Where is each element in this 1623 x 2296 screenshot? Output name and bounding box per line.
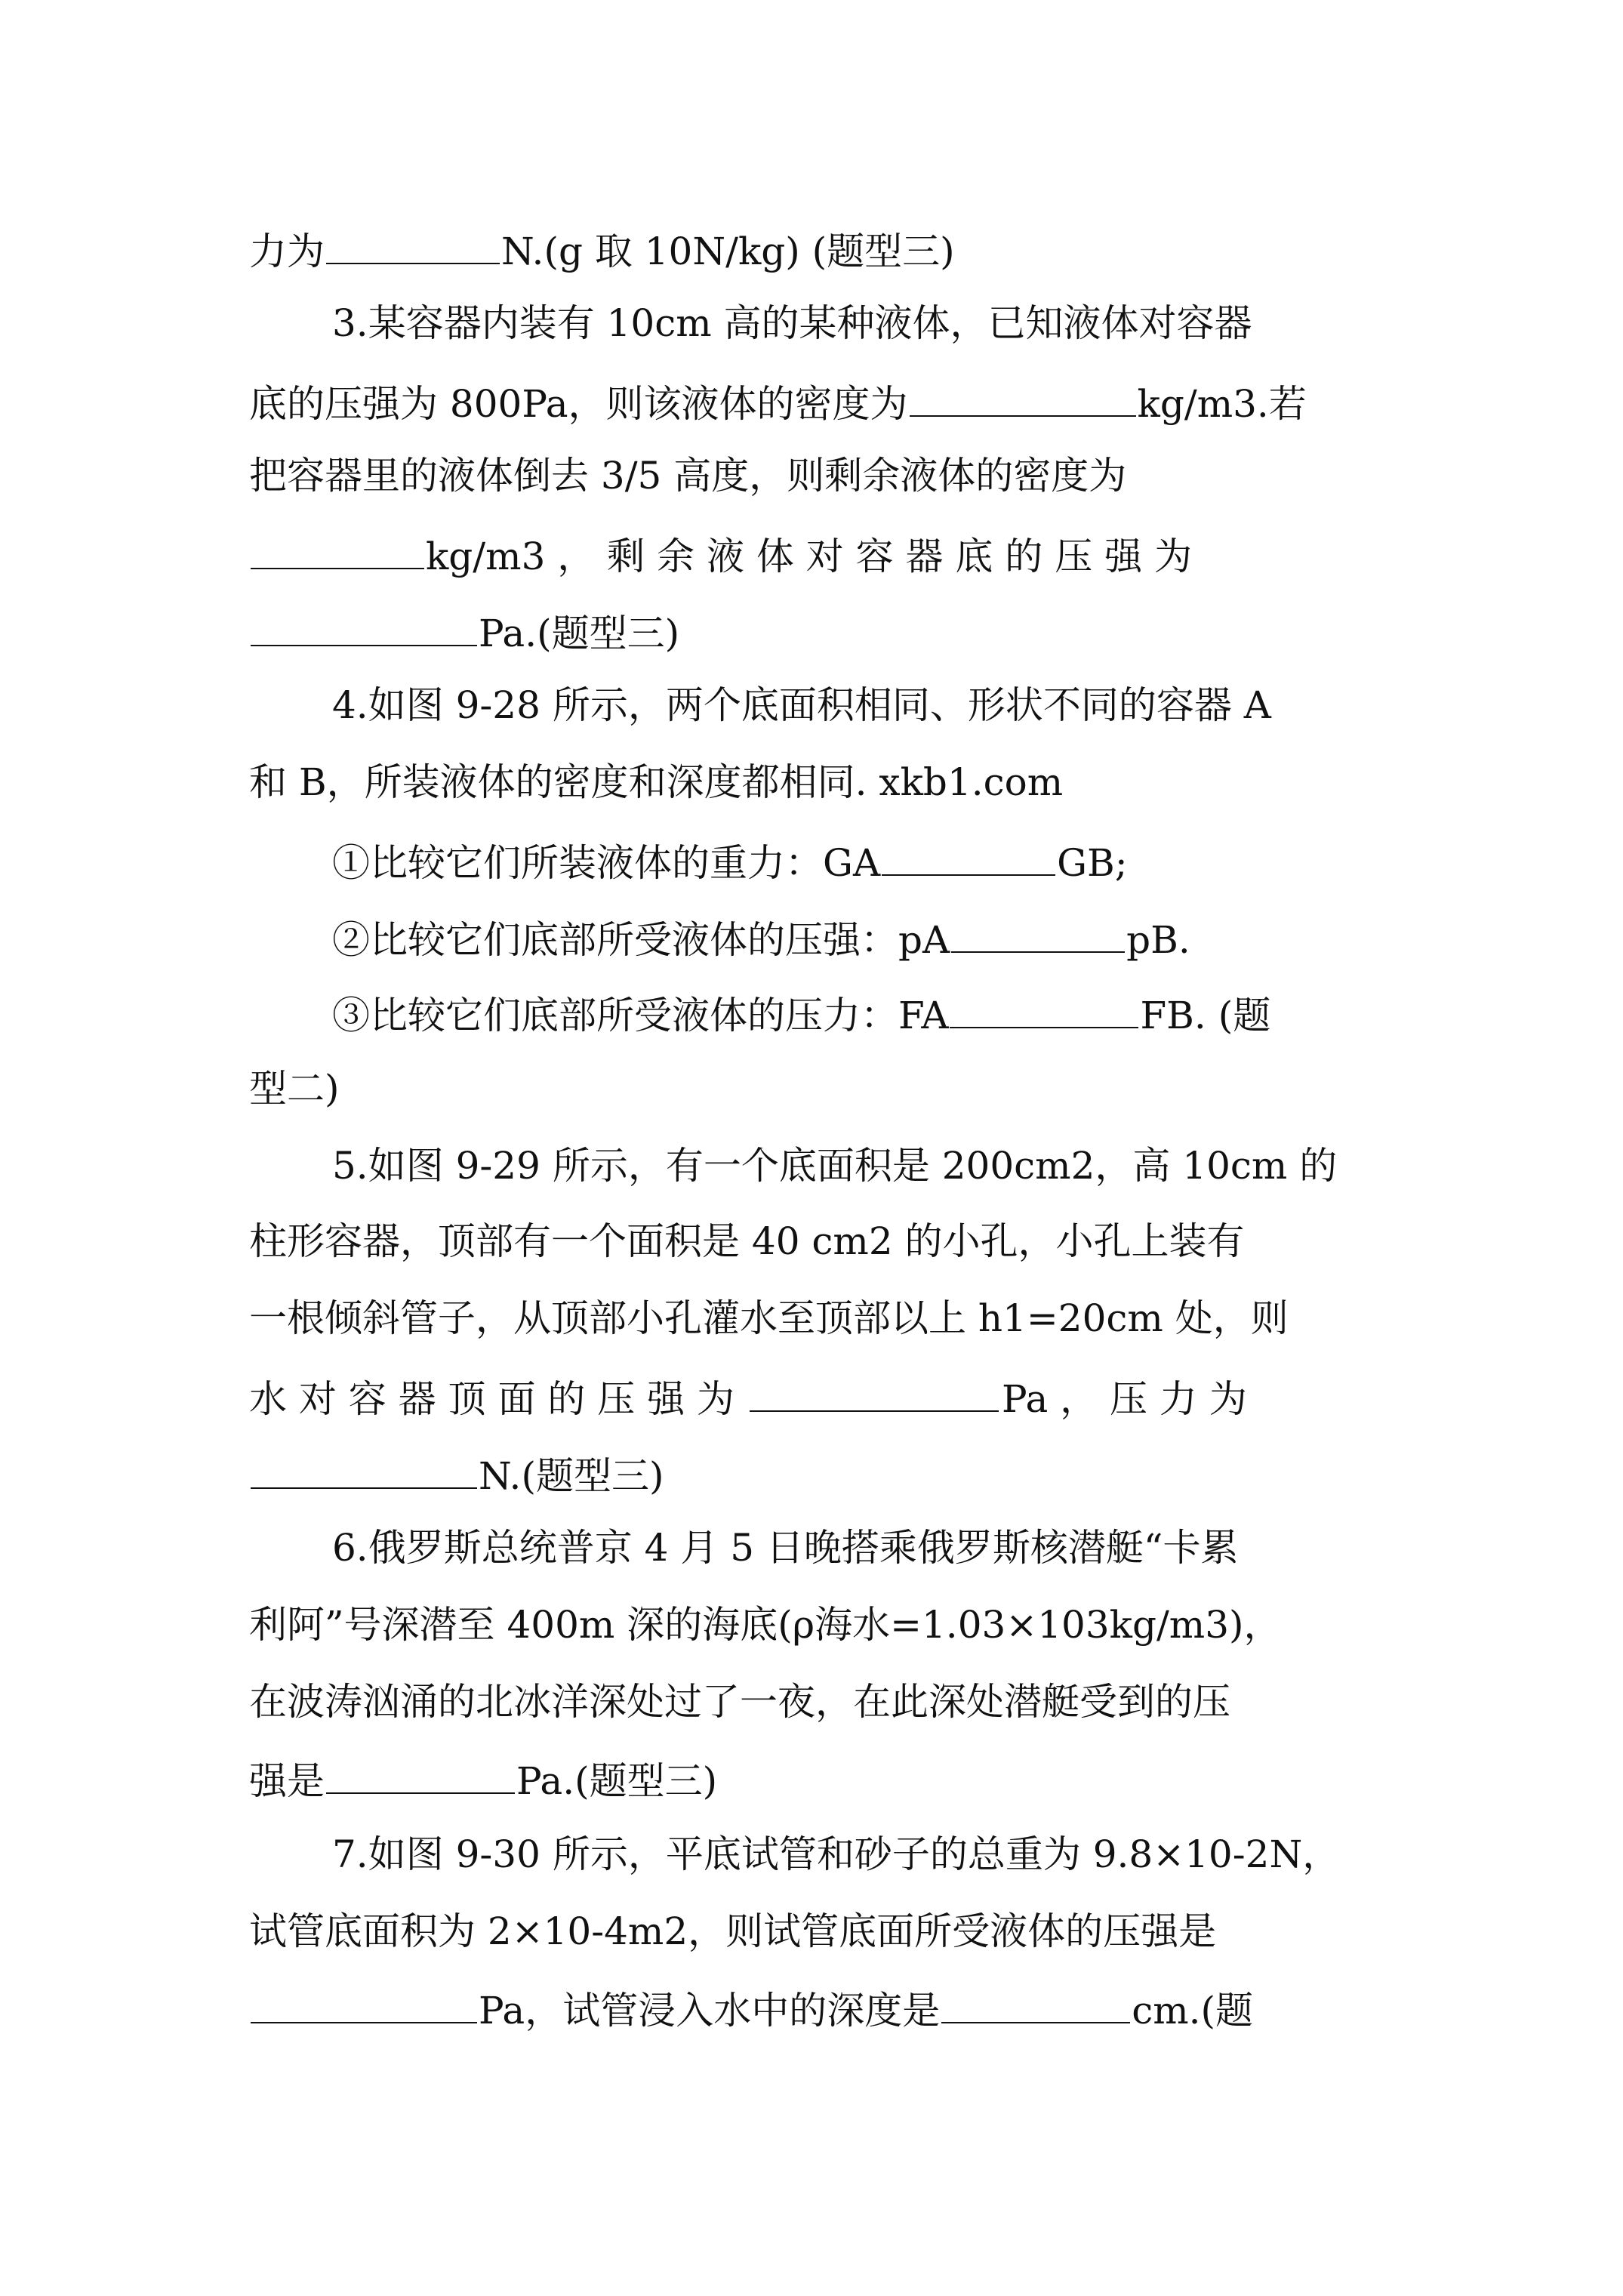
text-segment: ②比较它们底部所受液体的压强：pA: [332, 918, 950, 962]
answer-blank: [950, 989, 1138, 1028]
text-segment: cm.(题: [1132, 1989, 1254, 2032]
text-segment: Pa.(题型三): [479, 612, 680, 655]
text-segment: Pa，试管浸入水中的深度是: [479, 1989, 941, 2032]
text-segment: kg/m3 ， 剩 余 液 体 对 容 器 底 的 压 强 为: [426, 535, 1192, 578]
text-segment: 水 对 容 器 顶 面 的 压 强 为: [249, 1377, 735, 1421]
text-segment: 型二): [249, 1067, 340, 1111]
text-segment: N.(题型三): [479, 1454, 664, 1498]
answer-blank: [251, 1984, 477, 2023]
text-segment: pB.: [1126, 918, 1190, 962]
answer-blank: [251, 1450, 477, 1489]
text-segment: N.(g 取 10N/kg) (题型三): [501, 230, 955, 273]
text-segment: 力为: [249, 230, 325, 273]
text-line-12: [249, 1066, 340, 1111]
text-segment: 利阿”号深潜至 400m 深的海底(ρ海水=1.03×103kg/m3)，: [249, 1603, 1282, 1647]
text-line-7: [332, 683, 1271, 728]
text-segment: 3.某容器内装有 10cm 高的某种液体，已知液体对容器: [332, 301, 1252, 345]
text-line-3: [249, 378, 1307, 427]
text-segment: 6.俄罗斯总统普京 4 月 5 日晚搭乘俄罗斯核潜艇“卡累: [332, 1526, 1239, 1570]
text-segment: 5.如图 9-29 所示，有一个底面积是 200cm2，高 10cm 的: [332, 1144, 1338, 1188]
text-segment: ③比较它们底部所受液体的压力：FA: [332, 994, 949, 1037]
text-line-14: [249, 1219, 1245, 1264]
text-line-2: [332, 300, 1252, 346]
text-segment: Pa.(题型三): [516, 1759, 718, 1803]
text-line-1: [249, 225, 955, 274]
text-line-4: [249, 453, 1126, 498]
text-line-21: [249, 1755, 717, 1804]
text-line-11: [332, 989, 1270, 1038]
text-segment: 和 B，所装液体的密度和深度都相同. xkb1.com: [249, 760, 1064, 804]
answer-blank: [326, 225, 500, 264]
text-segment: 强是: [249, 1759, 325, 1803]
text-line-5: [249, 530, 1192, 579]
text-segment: FB. (题: [1140, 994, 1271, 1037]
text-line-15: [249, 1296, 1289, 1341]
text-line-23: [249, 1909, 1216, 1954]
text-line-24: [249, 1984, 1253, 2033]
answer-blank: [750, 1373, 999, 1412]
answer-blank: [941, 1984, 1130, 2023]
text-segment: 一根倾斜管子，从顶部小孔灌水至顶部以上 h1=20cm 处，则: [249, 1296, 1289, 1340]
answer-blank: [251, 607, 477, 646]
text-line-20: [249, 1679, 1230, 1724]
text-line-6: [249, 607, 679, 656]
text-segment: 4.如图 9-28 所示，两个底面积相同、形状不同的容器 A: [332, 683, 1271, 727]
answer-blank: [882, 837, 1055, 876]
text-line-13: [332, 1143, 1337, 1188]
text-segment: ①比较它们所装液体的重力：GA: [332, 841, 881, 885]
text-segment: 柱形容器，顶部有一个面积是 40 cm2 的小孔，小孔上装有: [249, 1219, 1245, 1263]
text-line-18: [332, 1525, 1238, 1570]
answer-blank: [951, 914, 1125, 953]
answer-blank: [326, 1755, 515, 1794]
text-line-17: [249, 1450, 664, 1499]
text-segment: GB;: [1057, 841, 1128, 885]
text-segment: kg/m3.若: [1137, 382, 1307, 426]
text-line-22: [332, 1832, 1340, 1877]
answer-blank: [910, 378, 1136, 417]
text-segment: 7.如图 9-30 所示，平底试管和砂子的总重为 9.8×10-2N，: [332, 1832, 1341, 1876]
text-line-16: [249, 1373, 1247, 1422]
text-segment: Pa ， 压 力 为: [1002, 1377, 1247, 1421]
text-line-8: [249, 760, 1063, 805]
text-segment: 试管底面积为 2×10-4m2，则试管底面所受液体的压强是: [249, 1909, 1217, 1953]
text-segment: 把容器里的液体倒去 3/5 高度，则剩余液体的密度为: [249, 454, 1127, 498]
text-line-9: [332, 837, 1128, 886]
answer-blank: [251, 530, 424, 569]
text-segment: 底的压强为 800Pa，则该液体的密度为: [249, 382, 908, 426]
text-segment: 在波涛汹涌的北冰洋深处过了一夜，在此深处潜艇受到的压: [249, 1680, 1230, 1724]
text-line-10: [332, 914, 1190, 963]
text-line-19: [249, 1602, 1282, 1647]
